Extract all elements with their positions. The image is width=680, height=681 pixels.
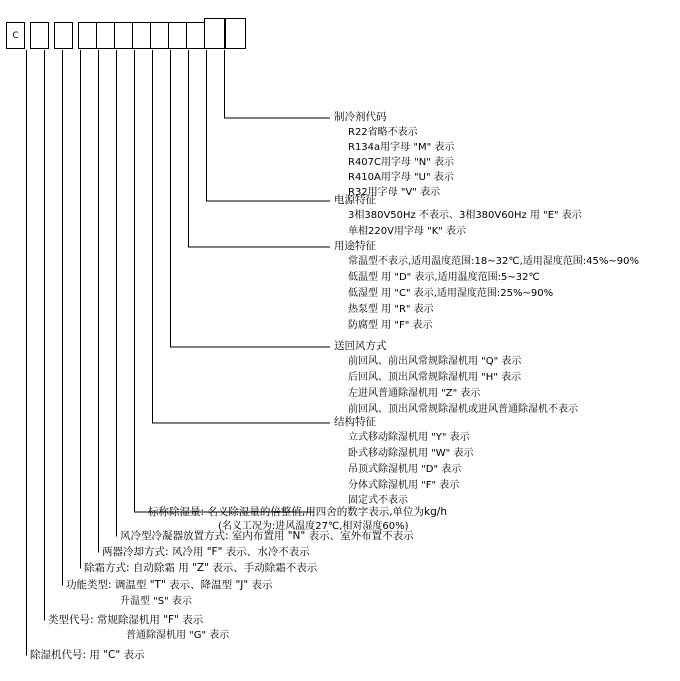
label-application-heading: 用途特征: [334, 240, 376, 252]
code-box-9: [168, 22, 187, 49]
label-refrigerant-code-heading: 制冷剂代码: [334, 111, 387, 123]
label-application-line-1: 常温型不表示,适用温度范围:18~32℃,适用湿度范围:45%~90%: [348, 256, 639, 267]
label-air-direction-heading: 送回风方式: [334, 340, 387, 352]
code-box-12: [225, 18, 246, 49]
code-box-11: [204, 18, 225, 49]
label-product-code-heading: 除湿机代号: 用 "C" 表示: [30, 649, 145, 661]
code-box-3: [54, 22, 73, 49]
label-structure-line-5: 固定式不表示: [348, 495, 408, 506]
label-refrigerant-code-line-2: R134a用字母 "M" 表示: [348, 142, 455, 153]
code-box-4: [78, 22, 97, 49]
label-function-type-line-1: 升温型 "S" 表示: [120, 596, 192, 607]
label-power-supply-heading: 电源特征: [334, 194, 376, 206]
code-box-5: [96, 22, 115, 49]
label-refrigerant-code-line-3: R407C用字母 "N" 表示: [348, 157, 455, 168]
label-nominal-capacity-heading: 标称除湿量: 名义除湿量的倍整值,用四舍的数字表示,单位为kg/h: [148, 506, 447, 518]
label-condenser-layout-heading: 风冷型冷凝器放置方式: 室内布置用 "N" 表示、室外布置不表示: [120, 530, 414, 542]
code-box-2: [30, 22, 49, 49]
label-power-supply-line-2: 单相220V用字母 "K" 表示: [348, 226, 467, 237]
label-structure-line-4: 分体式除湿机用 "F" 表示: [348, 480, 460, 491]
label-application-line-3: 低湿型 用 "C" 表示,适用湿度范围:25%~90%: [348, 288, 554, 299]
code-box-10: [186, 22, 205, 49]
label-nominal-capacity-line-1: (名义工况为:进风温度27℃,相对湿度60%): [218, 521, 409, 532]
label-application-line-5: 防腐型 用 "F" 表示: [348, 320, 433, 331]
label-refrigerant-code-line-5: R32用字母 "V" 表示: [348, 187, 441, 198]
model-code-boxes: [0, 0, 680, 50]
label-application-line-4: 热泵型 用 "R" 表示: [348, 304, 434, 315]
label-structure-line-3: 吊顶式除湿机用 "D" 表示: [348, 464, 462, 475]
label-category-code-heading: 类型代号: 常规除湿机用 "F" 表示: [48, 614, 204, 626]
label-function-type-heading: 功能类型: 调温型 "T" 表示、降温型 "J" 表示: [66, 579, 273, 591]
label-refrigerant-code-line-1: R22省略不表示: [348, 127, 418, 138]
code-box-1: C: [6, 22, 25, 49]
label-structure-line-1: 立式移动除湿机用 "Y" 表示: [348, 432, 470, 443]
label-application-line-2: 低温型 用 "D" 表示,适用温度范围:5~32℃: [348, 272, 540, 283]
label-air-direction-line-3: 左进风普通除湿机用 "Z" 表示: [348, 388, 481, 399]
code-box-6: [114, 22, 133, 49]
label-air-direction-line-2: 后回风、顶出风常规除湿机用 "H" 表示: [348, 372, 522, 383]
label-category-code-line-1: 普通除湿机用 "G" 表示: [126, 630, 230, 641]
label-power-supply-line-1: 3相380V50Hz 不表示、3相380V60Hz 用 "E" 表示: [348, 210, 582, 221]
label-air-direction-line-4: 前回风、顶出风常规除湿机或进风普通除湿机不表示: [348, 404, 578, 415]
label-structure-heading: 结构特征: [334, 416, 376, 428]
code-box-8: [150, 22, 169, 49]
label-refrigerant-code-line-4: R410A用字母 "U" 表示: [348, 172, 454, 183]
label-defrost-mode-heading: 除霜方式: 自动除霜 用 "Z" 表示、手动除霜不表示: [84, 562, 318, 574]
label-structure-line-2: 卧式移动除湿机用 "W" 表示: [348, 448, 474, 459]
code-box-7: [132, 22, 151, 49]
label-cooling-type-heading: 两器冷却方式: 风冷用 "F" 表示、水冷不表示: [102, 546, 310, 558]
label-air-direction-line-1: 前回风、前出风常规除湿机用 "Q" 表示: [348, 356, 522, 367]
